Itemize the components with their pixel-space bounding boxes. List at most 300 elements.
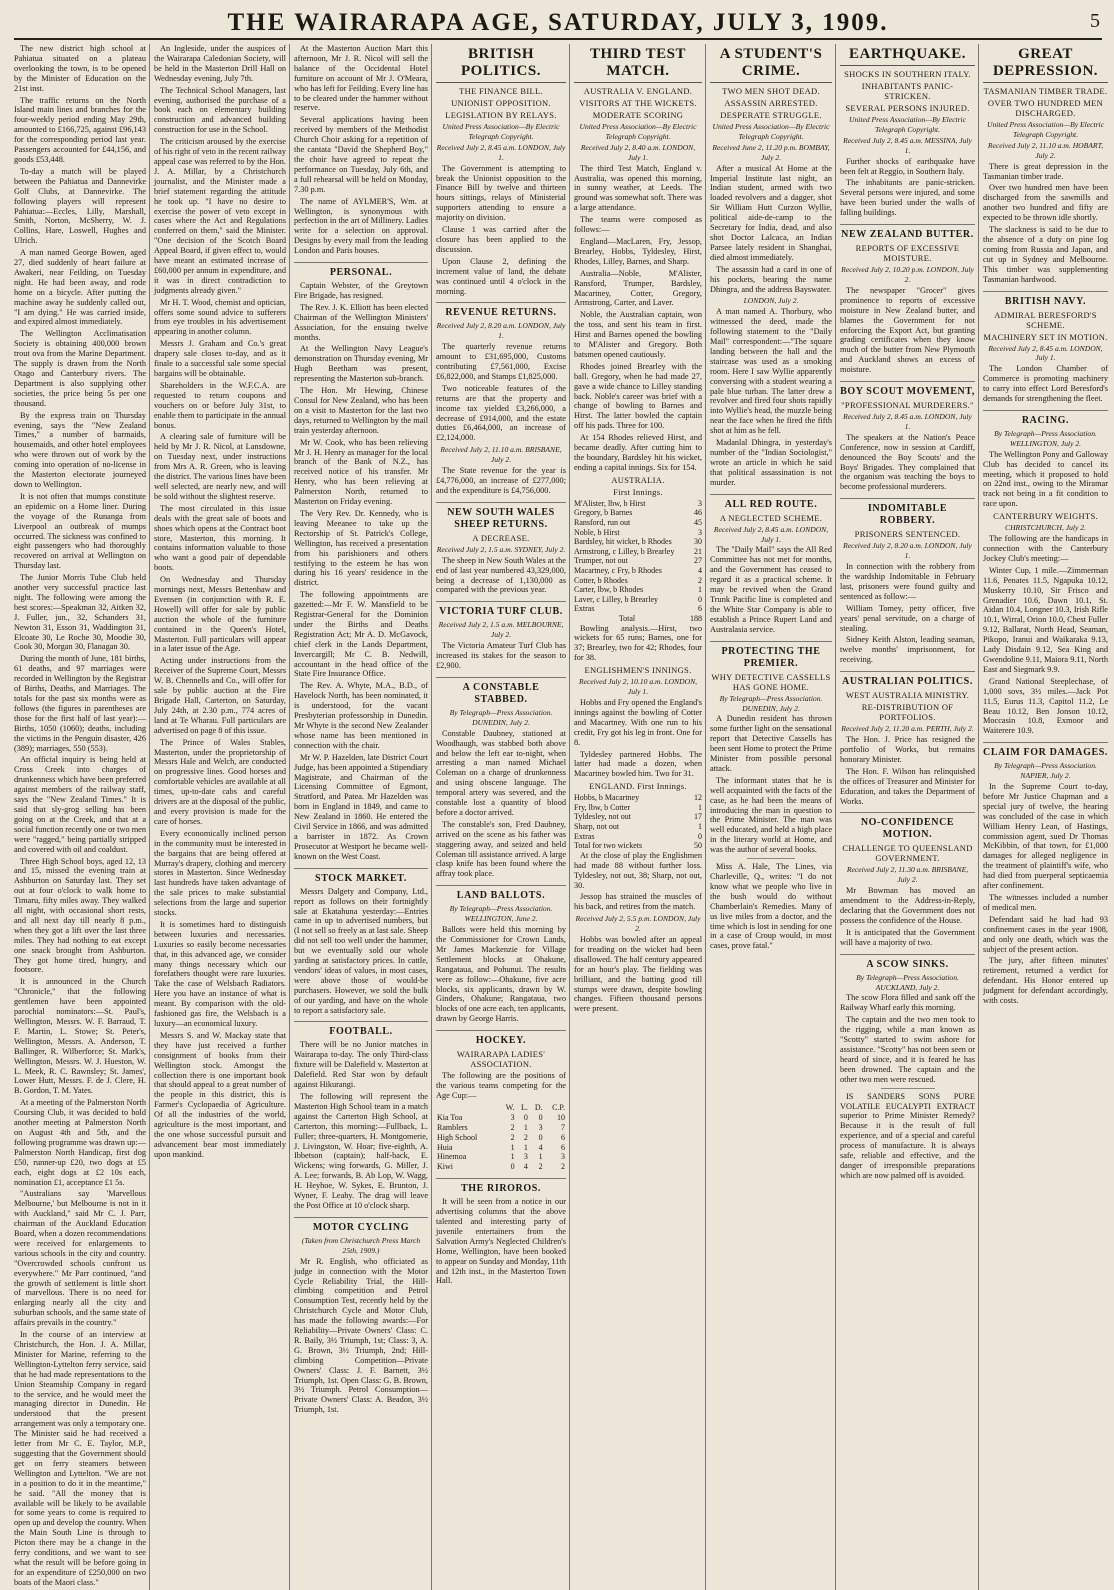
paragraph: The name of AYLMER'S, Wm. at Wellington, is synonymous with perfection in the art of Millinery. Ladies write for a selection on approval. Designs by every mail from the leading London and Paris houses. bbox=[294, 196, 428, 256]
runs: 3 bbox=[698, 527, 702, 537]
paragraph: Grand National Steeplechase, of 1,000 sovs, 3½ miles.—Jack Pot 11.5, Eurus 11.3, Capitol 11.2, Le Beau 10.12, Ben Jonson 10.12, Moccasin 10.8, Exmoor and Waiterere 10.9. bbox=[983, 676, 1108, 736]
batsman: Macartney, c Fry, b Rhodes bbox=[574, 565, 662, 575]
paragraph: Mr Bowman has moved an amendment to the Address-in-Reply, declaring that the Government does not possess the confidence of the House. bbox=[840, 886, 975, 925]
total-runs: 50 bbox=[694, 841, 702, 851]
paragraph: The scow Flora filled and sank off the Railway Wharf early this morning. bbox=[840, 993, 975, 1013]
paragraph: The constable's son, Fred Daubney, arrived on the scene as his father was staggering away, and seized and held Coleman till assistance arrived. A large clasp knife has been found where the affray took place. bbox=[436, 819, 566, 879]
paragraph: The Hon. Mr Hewing, Chinese Consul for New Zealand, who has been on a visit to Masterton for the last two days, returned to Wellington by the mail train yesterday afternoon. bbox=[294, 386, 428, 435]
table-cell: 4 bbox=[538, 1142, 543, 1152]
paragraph: Every economically inclined person in the community must be interested in the bargains that are being offered at Murray's drapery, clothing and mercery stores in Masterton. Since Wednesday last hundreds have taken advantage of the sale prices to make substantial selections from the large and superior stocks. bbox=[154, 828, 286, 918]
table-row bbox=[574, 803, 702, 813]
paragraph: By the express train on Thursday evening, says the "New Zealand Times," a number of barmaids, housemaids, and other hotel employees who were thrown out of work by the coming into operation of no-license in the Masterton electorate journeyed down to Wellington. bbox=[14, 410, 146, 489]
paragraph: The informant states that he is well acquainted with the facts of the case, as he had been the means of introducing the man in question to the Prime Minister. The man was well educated, and held a high place in the literary world at Home, and was the author of several books. bbox=[710, 775, 832, 855]
dateline: Received July 2, 11.20 a.m. PERTH, July 2. bbox=[841, 724, 974, 734]
paragraph: The slackness is said to be due to the absence of a duty on pine log coming from Russia and Japan, and cut up in Sydney and Melbourne. This timber was supplementing Tasmanian hardwood. bbox=[983, 225, 1108, 284]
paragraph: The newspaper "Grocer" gives prominence to reports of excessive moisture in New Zealand butter, and blames the Government for not enforcing the Export Act, but granting grading certificates when they know much of the butter from New Plymouth and Auckland shows an excess of moisture. bbox=[840, 285, 975, 375]
table-row bbox=[574, 576, 702, 586]
column-3 bbox=[294, 44, 432, 1590]
table-row bbox=[436, 1152, 566, 1162]
paragraph: The London Chamber of Commerce is promoting machinery to carry into effect Lord Beresford's demands for strengthening the fleet. bbox=[983, 364, 1108, 404]
divider bbox=[747, 858, 796, 859]
batsman: Gregory, b Barnes bbox=[574, 508, 633, 518]
paragraph: An Ingleside, under the auspices of the Wairarapa Caledonian Society, will be held in the Masterton Drill Hall on Wednesday evening, July 7th. bbox=[154, 44, 286, 83]
section-heading: FOOTBALL. bbox=[294, 1021, 428, 1038]
table-cell: 1 bbox=[523, 1142, 528, 1152]
table-row bbox=[574, 585, 702, 595]
dateline: Received July 2, 8.45 a.m. LONDON, July 1. bbox=[436, 142, 566, 162]
table-cell: 3 bbox=[561, 1152, 565, 1162]
runs: 21 bbox=[694, 546, 702, 556]
table-row bbox=[436, 1113, 566, 1123]
page-number: 5 bbox=[1090, 10, 1100, 32]
paragraph: A Dunedin resident has thrown some further light on the sensational report that Detective Cassells has been sent Home to protect the Prime Minister from possible personal attack. bbox=[710, 714, 832, 773]
paragraph: William Tomey, petty officer, five years' penal servitude, on a charge of stealing. bbox=[840, 603, 975, 633]
section-heading: BRITISH POLITICS. bbox=[436, 46, 566, 83]
section-heading: BOY SCOUT MOVEMENT, bbox=[840, 381, 975, 398]
paragraph: Several applications having been received by members of the Methodist Church Choir asking for a repetition of the cantata "David the Shepherd Boy," the choir have agreed to repeat the performance on Tuesday, July 6th, and a full rehearsal will be held on Monday, 7.30 p.m. bbox=[294, 115, 428, 194]
table-cell: 0 bbox=[538, 1112, 543, 1122]
paragraph: The teams were composed as follows:— bbox=[574, 215, 702, 235]
paragraph: Messrs S. and W. Mackay state that they have just received a further consignment of books from their Wellington stock. Amongst the collection there is one important book that should appeal to a great number of the people in this district, this is Farmer's Cyclopaedia of Agriculture. Of all the industries of the world, agriculture is the most important, and the one whose successful pursuit and advancement bear most immediately upon mankind. bbox=[154, 1030, 286, 1159]
paragraph: Upon Clause 2, defining the increment value of land, the debate was continued until 4 o'clock in the morning. bbox=[436, 256, 566, 296]
runs: 2 bbox=[698, 575, 702, 585]
subheading: TWO MEN SHOT DEAD. bbox=[722, 86, 820, 96]
subheading: TASMANIAN TIMBER TRADE. bbox=[983, 86, 1108, 96]
dateline: Received July 2, 8.45 a.m. LONDON, July 1. bbox=[843, 412, 972, 431]
runs: 12 bbox=[694, 793, 702, 803]
subheading: WHY DETECTIVE CASSELLS HAS GONE HOME. bbox=[711, 671, 831, 692]
section-heading: PERSONAL. bbox=[294, 262, 428, 279]
table-cell: 2 bbox=[538, 1162, 543, 1172]
table-row bbox=[574, 822, 702, 832]
subheading: INHABITANTS PANIC-STRICKEN. bbox=[861, 81, 954, 101]
section-heading: INDOMITABLE ROBBERY. bbox=[840, 498, 975, 527]
table-cell: Kia Toa bbox=[437, 1112, 463, 1122]
total-label: Total bbox=[618, 613, 636, 623]
batsman: Extras bbox=[574, 831, 595, 841]
paragraph: The inhabitants are panic-stricken. Several persons were injured, and some have been buried under the walls of falling buildings. bbox=[840, 178, 975, 218]
table-cell: Hinemoa bbox=[437, 1152, 467, 1162]
dateline: Received July 2, 11.10 a.m. BRISBANE, July 2. bbox=[440, 445, 562, 465]
subheading: MODERATE SCORING bbox=[592, 110, 684, 120]
subheading: PRISONERS SENTENCED. bbox=[854, 529, 961, 540]
runs: 17 bbox=[694, 812, 702, 822]
paragraph: At the Wellington Navy League's demonstration on Thursday evening, Mr Hugh Beetham was present, representing the Masterton sub-branch. bbox=[294, 344, 428, 384]
paragraph: The assassin had a card in one of his pockets, bearing the name Dhingra, and the address Bayswater. bbox=[710, 264, 832, 294]
batsman: Laver, c Lilley, b Brearley bbox=[574, 594, 659, 604]
section-heading: LAND BALLOTS. bbox=[436, 885, 566, 902]
table-header: W. bbox=[505, 1102, 515, 1112]
paragraph: Clause 1 was carried after the closure has been applied to the discussion. bbox=[436, 225, 566, 254]
paragraph: The captain and the two men took to the rigging, while a man known as "Scotty" started to swim ashore for assistance. "Scotty" has not been seen or heard of since, and it is feared he has been drowned. The captain and the other two men were rescued. bbox=[840, 1015, 975, 1084]
table-row bbox=[436, 1162, 566, 1172]
table-row bbox=[574, 499, 702, 509]
batsman: Noble, b Hirst bbox=[574, 527, 620, 537]
dateline: Received July 2, 5.5 p.m. LONDON, July 2. bbox=[575, 914, 701, 934]
paragraph: The most circulated in this issue deals with the great sale of boots and shoes which opens at the Contract boot store, Masterton, this morning. It contains information valuable to those who want a good pair of dependable boots. bbox=[154, 503, 286, 573]
subheading: ASSASSIN ARRESTED. bbox=[724, 98, 818, 108]
section-heading: ALL RED ROUTE. bbox=[710, 494, 832, 511]
column-2 bbox=[154, 44, 290, 1590]
section-heading: AUSTRALIAN POLITICS. bbox=[840, 671, 975, 688]
section-heading: A STUDENT'S CRIME. bbox=[710, 46, 832, 83]
section-heading: NEW SOUTH WALES SHEEP RETURNS. bbox=[436, 502, 566, 531]
dateline: By Telegraph—Press Association. WELLINGTON, July 2. bbox=[994, 428, 1097, 448]
table-header bbox=[436, 1103, 499, 1113]
batsman: Sharp, not out bbox=[574, 822, 620, 831]
paragraph: Acting under instructions from the Receiver of the Supreme Court, Messrs W. B. Chennells and Co., will offer for sale by public auction at the Fire Brigade Hall, Carterton, on Saturday, July 24th, at 2.30 p.m., 774 acres of land at Te Wharau. Full particulars are advertised on page 8 of this issue. bbox=[154, 656, 286, 735]
runs: 0 bbox=[698, 594, 702, 604]
table-header-row bbox=[436, 1103, 566, 1113]
batsman: Fry, lbw, b Cotter bbox=[574, 802, 631, 812]
paragraph: Messrs J. Graham and Co.'s great drapery sale closes to-day, and as it finale to a successful sale some special bargains will be obtainable. bbox=[154, 339, 286, 378]
paragraph: "Australians say 'Marvellous Melbourne,' but Melbourne is not in it with Auckland," said Mr C. J. Parr, chairman of the Auckland Education Board, when a dozen recommendations were received for enlargements to various schools in the city and country. "Overcrowded schools confront us everywhere." Mr Parr continued, "and the growth of settlement is little short of marvellous. There is no need for enlarging nearly all the city and suburban schools, and the same state of affairs prevails in the country." bbox=[14, 1189, 146, 1328]
section-heading: GREAT DEPRESSION. bbox=[983, 46, 1108, 83]
batsman: Extras bbox=[574, 604, 595, 614]
columns bbox=[14, 44, 1109, 1587]
table-cell: 3 bbox=[523, 1152, 528, 1162]
batsman: Hobbs, b Macartney bbox=[574, 793, 640, 803]
paragraph: It is not often that mumps constitute an epidemic on a Home liner. During the voyage of the Runanga from Liverpool an outbreak of mumps occurred. The sickness was confined to eight passengers who had thoroughly recovered on arrival at Wellington on Thursday last. bbox=[14, 491, 146, 571]
runs: 1 bbox=[698, 822, 702, 831]
table-header: C.P. bbox=[552, 1102, 565, 1112]
section-heading: VICTORIA TURF CLUB. bbox=[436, 601, 566, 618]
paragraph: The witnesses included a number of medical men. bbox=[983, 893, 1108, 912]
paragraph: The jury, after fifteen minutes' retirement, returned a verdict for defendant. His Honor entered up judgment for defendant accordingly, with costs. bbox=[983, 956, 1108, 1006]
section-heading: STOCK MARKET. bbox=[294, 868, 428, 885]
table-cell: 3 bbox=[538, 1122, 543, 1132]
paragraph: The following are the handicaps in connection with the Canterbury Jockey Club's meeting:— bbox=[983, 534, 1108, 563]
subheading: RE-DISTRIBUTION OF PORTFOLIOS. bbox=[861, 702, 954, 723]
dateline: Received July 2, 1.5 a.m. MELBOURNE, July 2. bbox=[438, 620, 564, 640]
batsman: Cotter, b Rhodes bbox=[574, 575, 628, 585]
paragraph: The following will represent the Masterton High School team in a match against the Carterton High School, at Carterton, this morning:—Fullback, L. Fuller; three-quarters, H. Montgomerie, J. Livingston, W. Hoar; five-eighth, A. Ibbetson (captain); half-back, E. Wickens; wing forwards, G. Miller, J. A. Lee; forwards, B. Ab Lop, W. Wagg, H. Heyhoe, W. Sykes, E. Brunton, J. Wyner, F. Leahy. The drag will leave the Post Office at 10 o'clock sharp. bbox=[294, 1092, 428, 1210]
dateline: By Telegraph—Press Association. WELLINGTON, June 2. bbox=[449, 904, 553, 924]
paragraph: The "Daily Mail" says the All Red Committee has not met for months, and the Government has ceased to regard it as a practical scheme. It may be revived when the Grand Trunk Pacific line is completed and the White Star Company is able to establish a Prince Rupert Land and Australasia service. bbox=[710, 545, 832, 634]
paragraph: The Prince of Wales Stables, Masterton, under the proprietorship of Messrs Hale and Welch, are conducted on progressive lines. Good horses and comfortable vehicles are available at all times, up-to-date cabs and careful drivers are at the disposal of the public, and every provision is made for the care of horses. bbox=[154, 737, 286, 826]
batsman: Bardsley, hit wicket, b Rhodes bbox=[574, 537, 672, 547]
table-cell: 6 bbox=[561, 1132, 565, 1142]
dateline: Received July 2, 1.5 a.m. SYDNEY, July 2. bbox=[436, 544, 566, 554]
subheading: MACHINERY SET IN MOTION. bbox=[983, 331, 1108, 342]
table-cell: 7 bbox=[561, 1122, 565, 1132]
section-heading: THE RIROROS. bbox=[436, 1178, 566, 1195]
paragraph: The new district high school at Pahiatua situated on a plateau overlooking the town, is to be opened by the Minister of Education on the 21st inst. bbox=[14, 44, 146, 93]
section-heading: A SCOW SINKS. bbox=[840, 954, 975, 971]
dateline: Received July 2, 8.20 a.m. LONDON, July 1. bbox=[436, 321, 566, 341]
paragraph: It is anticipated that the Government will have a majority of two. bbox=[840, 927, 975, 947]
newspaper-title: THE WAIRARAPA AGE, SATURDAY, JULY 3, 1909. bbox=[227, 9, 889, 36]
table-row bbox=[436, 1123, 566, 1133]
table-cell: High School bbox=[437, 1132, 478, 1142]
table-row bbox=[574, 595, 702, 605]
subheading: ADMIRAL BERESFORD'S SCHEME. bbox=[994, 309, 1097, 330]
dateline: Received July 2, 8.20 a.m. LONDON, July 1. bbox=[843, 541, 972, 561]
table-row bbox=[436, 1133, 566, 1143]
section-heading: A CONSTABLE STABBED. bbox=[436, 677, 566, 706]
advertisement: IS SANDERS SONS PURE VOLATILE EUCALYPTI EXTRACT superior to Prime Minister Remedy? Because it is the result of full experience, and of a special and careful process of manufacture. It is always safe, reliable and effective, and the danger of irresponsible preparations which are now palmed off is avoided. bbox=[840, 1091, 975, 1180]
paragraph: Mr R. English, who officiated as judge in connection with the Motor Cycle Reliability Trial, the Hill-climbing competition and Petrol Consumption Test, recently held by the Christchurch Cycle and Motor Club, has made the following awards:—For Reliability—Private Owners' Class: C. R. Baily, 3½ Triumph, 1st; Class: 3, A. G. Brown, 3½ Triumph, 2nd; Hill-climbing Competition—Private Owners' Class: J. F. Barnett, 3½ Triumph, 1st. Open Class: G. B. Brown, 3½ Triumph. Petrol Consumption—Private Owners' Class: A. Beadon, 3½ Triumph, 1st. bbox=[294, 1256, 428, 1415]
paragraph: At a meeting of the Palmerston North Coursing Club, it was decided to hold another meeting at Palmerston North on August 4th and 5th, and the following programme was drawn up:—Palmerston North Handicap, first dog £50, runner-up £20, two dogs at £5 each, eight dogs at £2 10s each, nomination £1, acceptance £1 5s. bbox=[14, 1098, 146, 1187]
subheading: SHOCKS IN SOUTHERN ITALY. bbox=[844, 69, 971, 79]
paragraph: The third Test Match, England v. Australia, was opened this morning, in sunny weather, at Leeds. The ground was somewhat soft. There was a large attendance. bbox=[574, 163, 702, 213]
section-heading: HOCKEY. bbox=[436, 1030, 566, 1047]
paragraph: The Victoria Amateur Turf Club has increased its stakes for the season to £2,900. bbox=[436, 641, 566, 670]
table-cell: 3 bbox=[510, 1112, 515, 1122]
table-row bbox=[574, 604, 702, 614]
press-credit: United Press Association—By Electric Telegraph Copyright. bbox=[712, 122, 830, 141]
subheading: First Innings. bbox=[613, 486, 663, 497]
dateline: CHRISTCHURCH, July 2. bbox=[1005, 523, 1086, 533]
total-row bbox=[574, 614, 702, 624]
paragraph: Defendant said he had had 93 confinement cases in the year 1908, and only one death, which was the subject of the present action. bbox=[983, 914, 1108, 954]
section-heading: EARTHQUAKE. bbox=[840, 46, 975, 66]
runs: 46 bbox=[694, 508, 702, 518]
paragraph: After a musical At Home at the Imperial Institute last night, an Indian student, armed with two loaded revolvers and a dagger, shot Sir William Hutt Curzon Wyllie, political aide-de-camp to the Secretary for India, dead, and also shot Doctor Lalcaca, an Indian Parsee lately resident in Shanghai, died almost immediately. bbox=[710, 163, 832, 262]
paragraph: Shareholders in the W.F.C.A. are requested to return coupons and vouchers on or before July 31st, to enable them to participate in the annual bonus. bbox=[154, 380, 286, 430]
paragraph: The Technical School Managers, last evening, authorised the purchase of a book each on elementary building construction and advanced building construction for use in the School. bbox=[154, 85, 286, 135]
paragraph: Constable Daubney, stationed at Woodhaugh, was stabbed both above and below the left ear to-night, when arresting a man named Michael Coleman on a charge of drunkenness and using obscene language. The temporal artery was severed, and the constable lost a quantity of blood before a doctor arrived. bbox=[436, 728, 566, 817]
paragraph: On Wednesday and Thursday mornings next, Messrs Bettenhaw and Evensen (in conjunction with R. E. Howell) will offer for sale by public auction the whole of the furniture contained in the Queen's Hotel, Masterton. Full particulars will appear in a later issue of the Age. bbox=[154, 575, 286, 654]
paragraph: An official inquiry is being held at Cross Creek into charges of drunkenness which have been preferred against members of the railway staff, says the "New Zealand Times." It is said that sly-grog selling has been going on at the Creek, and that at a social function recently one or two men were "ragged," being partially stripped and covered with oil and coaldust. bbox=[14, 755, 146, 854]
paragraph: Bowling analysis.—Hirst, two wickets for 65 runs; Barnes, one for 37; Brearley, two for 42; Rhodes, four for 38. bbox=[574, 623, 702, 663]
dateline: By Telegraph—Press Association. NAPIER, July 2. bbox=[994, 761, 1097, 781]
column-5 bbox=[574, 44, 706, 1590]
paragraph: Over two hundred men have been discharged from the sawmills and another two hundred and fifty are expected to be thrown idle shortly. bbox=[983, 183, 1108, 223]
subheading: AUSTRALIA V. ENGLAND. bbox=[583, 86, 693, 96]
paragraph: England—MacLaren, Fry, Jessop, Brearley, Hobbs, Tyldesley, Hirst, Rhodes, Lilley, Barnes, and Sharp. bbox=[574, 236, 702, 266]
runs: 1 bbox=[698, 585, 702, 595]
table-row bbox=[574, 537, 702, 547]
paragraph: A man named A. Thorbury, who witnessed the deed, made the following statement to the "Daily Mail" correspondent:—"The square landing between the hall and the staircase was used as a smoking room. Here I saw Wyllie apparently conversing with a student wearing a pale blue turban. The latter drew a revolver and fired four shots rapidly into Wyllie's head, the muzzle being near the face when he fired the fifth shot at him as he fell. bbox=[710, 307, 832, 436]
dateline: Received July 2, 10.10 a.m. LONDON, July 1. bbox=[578, 677, 698, 697]
paragraph: The traffic returns on the North Island main lines and branches for the four-weekly period ending May 29th, amounted to £166,725, against £96,143 for the corresponding period last year. Passengers accounted for £44,156, and goods £53,448. bbox=[14, 95, 146, 164]
table-row bbox=[574, 547, 702, 557]
table-cell: 1 bbox=[510, 1142, 515, 1152]
dateline: Received June 2, 11.20 p.m. BOMBAY, July 2. bbox=[712, 142, 830, 162]
press-credit: United Press Association—By Electric Telegraph Copyright. bbox=[442, 122, 560, 141]
hockey-table bbox=[436, 1103, 566, 1172]
table-row bbox=[574, 566, 702, 576]
press-credit: United Press Association—By Electric Telegraph Copyright. bbox=[579, 122, 697, 141]
column-7 bbox=[840, 44, 979, 1590]
batsman: Tyldesley, not out bbox=[574, 812, 631, 822]
table-cell: 1 bbox=[523, 1122, 528, 1132]
paragraph: The criticism aroused by the exercise of his right of veto in the recent railway appeal case was referred to by the Hon. J. A. Millar, by a Christchurch journalist, and the Minister made a brief statement regarding the attitude he took up. "I have no desire to exercise the power of veto except in cases where the Act and Regulations conferred on them," said the Minister. "One decision of the Scotch Board Appeal Board, if given effect to, would have meant an estimated increase of £60,000 per annum in expenditure, and it was in direct contradiction to judgments already given." bbox=[154, 137, 286, 295]
paragraph: The Wellington Acclimatisation Society is obtaining 400,000 brown trout ova from the Marine Department. The supply is drawn from the North Otago and Canterbury rivers. The Department is also supplying other societies, the price being 5s per one thousand. bbox=[14, 329, 146, 408]
paragraph: Two noticeable features of the returns are that the property and income tax yielded £3,266,000, a decrease of £914,000, and the estate duties £6,464,000, an increase of £2,124,000. bbox=[436, 383, 566, 443]
paragraph: Mr W. Cook, who has been relieving Mr J. H. Henry as manager for the local branch of the Bank of N.Z., has received notice of his transfer. Mr Henry, who has been relieving at Palmerston North, returned to Masterton on Friday evening. bbox=[294, 437, 428, 507]
paragraph: The Rev. J. K. Elliott has been elected Chairman of the Wellington Ministers' Association, for the ensuing twelve months. bbox=[294, 302, 428, 342]
paragraph: Noble, the Australian captain, won the toss, and sent his team in first. Hirst and Barnes opened the bowling to M'Alister and Gregory. Both batsmen opened cautiously. bbox=[574, 310, 702, 359]
paragraph: Winter Cup, 1 mile.—Zimmerman 11.6, Penates 11.5, Ngapuka 10.12, Muskerry 10.10, Sir Frisco and Grenadier 10.6, Dawn 10.1, St. Aidan 10.4, Longner 10.3, Irish Rifle 10.1, Wirral, Orion 10.0, Chest Fuller 9.12, Ballarat, North Head, Seaman, Pikopo, Iranui and Waikaraka 9.13, Lady Disdain 9.12, Sea King and Gwendoline 9.11, Maiora 9.11, North East and Siegmark 9.9. bbox=[983, 565, 1108, 674]
table-cell: 2 bbox=[523, 1132, 528, 1142]
table-row bbox=[574, 556, 702, 566]
paragraph: The Wellington Pony and Galloway Club has decided to cancel its meeting, which it proposed to hold on 22nd inst., owing to the Miramar track not being in a fit condition to race upon. bbox=[983, 449, 1109, 509]
section-heading: PROTECTING THE PREMIER. bbox=[710, 641, 832, 670]
table-cell: 0 bbox=[510, 1162, 515, 1172]
runs: 45 bbox=[694, 518, 702, 527]
paragraph: Hobbs was bowled after an appeal for treading on the wicket had been disallowed. The half century appeared for an hour's play. The fielding was brilliant, and the batting good till stumps were drawn, despite bowling changes. Fifteen thousand persons were present. bbox=[574, 935, 702, 1014]
table-header: D. bbox=[534, 1102, 543, 1112]
australia-scorecard bbox=[574, 499, 702, 624]
subheading: LEGISLATION BY RELAYS. bbox=[445, 110, 557, 120]
source-note: (Taken from Christchurch Press March 25th, 1909.) bbox=[301, 1235, 421, 1255]
subheading: WEST AUSTRALIA MINISTRY. bbox=[845, 690, 970, 701]
paragraph: It is sometimes hard to distinguish between luxuries and necessaries. Luxuries so easily become necessaries that, in this advanced age, we consider many things necessary which our forefathers thought were rare luxuries. Take the case of Welsbach Radiators. Here you have an instance of what is meant. By comparison with the old-fashioned gas fire, the Welsbach is a luxury—an economical luxury. bbox=[154, 919, 286, 1028]
paragraph: A clearing sale of furniture will be held by Mr J. R. Nicol, at Lansdowne, on Tuesday next, under instructions from Mrs A. R. Green, who is leaving the district. The various lines have been well selected, are nearly new, and will be sold without the slightest reserve. bbox=[154, 432, 286, 501]
subheading: ENGLISHMEN'S INNINGS. bbox=[584, 665, 692, 676]
paragraph: Jessop has strained the muscles of his back, and retires from the match. bbox=[574, 892, 702, 912]
subheading: DESPERATE STRUGGLE. bbox=[720, 110, 822, 120]
paragraph: Australia—Noble, M'Alister, Ransford, Trumper, Bardsley, Macartney, Cotter, Gregory, Armstrong, Carter, and Laver. bbox=[574, 268, 702, 308]
paragraph: A man named George Bowen, aged 27, died suddenly of heart failure at Awakeri, near Feilding, on Tuesday night. He had been away, and rode home on a bicycle. After putting the machine away he suddenly called out, "I am dying." He was carried inside, and expired almost immediately. bbox=[14, 248, 146, 327]
column-1 bbox=[14, 44, 150, 1590]
subheading: CHALLENGE TO QUEENSLAND GOVERNMENT. bbox=[842, 843, 973, 864]
subheading: A DECREASE. bbox=[472, 532, 530, 543]
section-heading: REVENUE RETURNS. bbox=[436, 302, 566, 319]
dateline: Received July 2, 11.10 a.m. HOBART, July 2. bbox=[987, 140, 1104, 160]
paragraph: The State revenue for the year is £4,776,000, an increase of £277,000; and the expenditure is £4,756,000. bbox=[436, 466, 566, 495]
section-heading: THIRD TEST MATCH. bbox=[574, 46, 702, 83]
subheading: VISITORS AT THE WICKETS. bbox=[579, 98, 697, 108]
paragraph: The Hon. F. Wilson has relinquished the offices of Treasurer and Minister for Education, and takes the Department of Works. bbox=[840, 766, 975, 806]
table-cell: 0 bbox=[538, 1132, 543, 1142]
table-row bbox=[436, 1143, 566, 1153]
paragraph: There is great depression in the Tasmanian timber trade. bbox=[983, 161, 1108, 181]
batsman: Trumper, not out bbox=[574, 556, 628, 566]
paragraph: At the Masterton Auction Mart this afternoon, Mr J. R. Nicol will sell the balance of the Occidental Hotel furniture on account of Mr J. O'Meara, who has left for Feilding. Every line has to be cleared under the hammer without reserve. bbox=[294, 44, 428, 113]
table-cell: 0 bbox=[523, 1112, 528, 1122]
dateline: Received July 2, 8.45 a.m. MESSINA, July 1. bbox=[843, 135, 972, 155]
total-label: Total for two wickets bbox=[574, 841, 643, 851]
subheading: WAIRARAPA LADIES' ASSOCIATION. bbox=[456, 1049, 546, 1070]
table-cell: 10 bbox=[557, 1112, 565, 1122]
table-cell: Ramblers bbox=[437, 1122, 468, 1132]
table-cell: Huia bbox=[437, 1142, 453, 1152]
subheading: ENGLAND. First Innings. bbox=[589, 781, 687, 792]
paragraph: In the Supreme Court to-day, before Mr Justice Chapman and a special jury of twelve, the hearing was concluded of the case in which William Henry Lean, of Hastings, commission agent, sued Dr Thomas McKibbin, of that town, for £1,000 damages for alleged negligence in the treatment of plaintiff's wife, who had died from puerperal septicaemia after confinement. bbox=[983, 782, 1108, 891]
england-scorecard bbox=[574, 793, 702, 851]
divider bbox=[881, 1088, 935, 1089]
runs: 6 bbox=[698, 604, 702, 614]
subheading: OVER TWO HUNDRED MEN DISCHARGED. bbox=[987, 98, 1104, 118]
table-row bbox=[574, 528, 702, 538]
dateline: By Telegraph—Press Association. DUNEDIN, July 2. bbox=[719, 693, 823, 713]
table-cell: 6 bbox=[561, 1142, 565, 1152]
table-row bbox=[574, 508, 702, 518]
paragraph: Mr H. T. Wood, chemist and optician, offers some sound advice to sufferers from eye troubles in his advertisement appearing in another column. bbox=[154, 297, 286, 337]
table-cell: 4 bbox=[523, 1162, 528, 1172]
paragraph: The Hon. J. Price has resigned the portfolio of Works, but remains honorary Minister. bbox=[840, 735, 975, 764]
paragraph: The Very Rev. Dr. Kennedy, who is leaving Meeanee to take up the Rectorship of St. Patrick's College, Wellington, has received a presentation from his parishioners and others testifying to the esteem he has won during his 16 years' residence in the district. bbox=[294, 508, 428, 588]
paragraph: There will be no Junior matches in Wairarapa to-day. The only Third-class fixture will be Dalefield v. Masterton at Dalefield. Red Star won by default against Hikurangi. bbox=[294, 1040, 428, 1090]
paragraph: Madanlal Dhingra, in yesterday's number of the "Indian Sociologist," wrote an article in which he said that political assassination is not murder. bbox=[710, 438, 832, 487]
runs: 0 bbox=[698, 831, 702, 841]
paragraph: The following appointments are gazetted:—Mr F. W. Mansfield to be Registrar-General for the Dominion under the Births and Deaths Registration Act; Mr A. D. McGavock, chief clerk in the Lands Department, Invercargill; Mr C. B. Nedwill, accountant in the head office of the State Fire Insurance Office. bbox=[294, 590, 428, 679]
batsman: M'Alister, lbw, b Hirst bbox=[574, 498, 646, 508]
paragraph: The speakers at the Nation's Peace Conference, now in session at Cardiff, denounced the Boy Scouts' and the Boys' Brigades. They complained that the organism was teaching the boys to become professional murderers. bbox=[840, 432, 975, 492]
table-row bbox=[574, 793, 702, 803]
runs: 30 bbox=[694, 537, 702, 547]
total-row bbox=[574, 841, 702, 851]
paragraph: Captain Webster, of the Greytown Fire Brigade, has resigned. bbox=[294, 281, 428, 300]
paragraph: The following are the positions of the various teams competing for the Age Cup:— bbox=[436, 1071, 566, 1100]
section-heading: RACING. bbox=[983, 410, 1108, 427]
dateline: Received July 2, 8.45 a.m. LONDON, July 1. bbox=[713, 524, 829, 544]
paragraph: Rhodes joined Brearley with the ball. Gregory, when he had made 27, gave a wide chance to Lilley standing back. Noble's career was brief with a change of bowling to Barnes and Hirst. The latter bowled the captain off his pads. Three for 100. bbox=[574, 361, 702, 431]
paragraph: It will be seen from a notice in our advertising columns that the above talented and interesting party of juvenile entertainers from the Salvation Army's Neglected Children's Home, Wellington, have been booked to appear on Sunday and Monday, 11th and 12th inst., in the Masterton Town Hall. bbox=[436, 1197, 566, 1286]
table-row bbox=[574, 518, 702, 528]
advertisement: Miss A. Hale, The Lines, via Charleville, Q., writes: "I do not know what we people who live in the bush would do without Chamberlain's Remedies. Many of us live miles from a doctor, and the time which is lost in sending for one in a case of Croup would, in most cases, prove fatal." bbox=[710, 862, 832, 951]
runs: 4 bbox=[698, 565, 702, 575]
column-8 bbox=[983, 44, 1111, 1590]
dateline: LONDON, July 2. bbox=[743, 296, 799, 306]
paragraph: Hobbs and Fry opened the England's innings against the bowling of Cotter and Macartney. With one run to his credit, Fry got his leg in front. One for 8. bbox=[574, 697, 703, 747]
paragraph: Tyldesley partnered Hobbs. The latter had made a dozen, when Macartney bowled him. Two for 31. bbox=[574, 749, 702, 779]
paragraph: The sheep in New South Wales at the end of last year numbered 43,329,000, being a decrease of 1,130,000 as compared with the previous year. bbox=[436, 555, 566, 595]
table-cell: 2 bbox=[510, 1132, 515, 1142]
total-runs: 188 bbox=[690, 613, 702, 623]
subheading: AUSTRALIA. bbox=[611, 474, 665, 485]
paragraph: In the course of an interview at Christchurch, the Hon. J. A. Millar, Minister for Marine, referring to the Wellington-Lyttelton ferry service, said that he had made representations to the Union Steamship Company in regard to the service, and he would meet the managing director in Dunedin. He understood that the present arrangement was only a temporary one. The Minister said he had received a letter from Mr C. E. Taylor, M.P., suggesting that the Government should get on ferry steamers between Wellington and Lyttelton. "We are not in a position to do it in the meantime," he said. "All the money that is available will be likely to be available for some years to come is required to open up and develop the country. When the Main South Line is through to Picton there may be a change in the ferry conditions, and we want to see what the result will be before going in for an expenditure of £250,000 on two boats of the Maori class." bbox=[14, 1330, 146, 1587]
table-cell: 1 bbox=[510, 1152, 515, 1162]
table-row bbox=[574, 812, 702, 822]
subheading: REPORTS OF EXCESSIVE MOISTURE. bbox=[855, 243, 960, 264]
paragraph: At 154 Rhodes relieved Hirst, and became deadly. After cutting him to the boundary, Bardsley hit his wicket, ending a capital innings. Six for 154. bbox=[574, 433, 702, 472]
table-row bbox=[574, 832, 702, 842]
dateline: By Telegraph—Press Association. DUNEDIN, July 2. bbox=[449, 707, 553, 727]
paragraph: It is announced in the Church "Chronicle," that the following gentlemen have been appointed parochial nominators:—St. Paul's, Wellington, Messrs. W. F. Barraud, T. F. Martin, L. Stowe; St. Peter's, Wellington, Messrs. A. Anderson, T. Ballinger, R. Wilberforce; St. Mark's, Wellington, Messrs. W. J. Hueston, W. L. Meek, R. C. Rawnsley; St. James', Lower Hutt, Messrs. F. de J. Clere, H. B. Gordon, T. M. Yates. bbox=[14, 977, 146, 1096]
paragraph: Mr W. P. Hazelden, late District Court Judge, has been appointed a Stipendiary Magistrate, and Chairman of the Licensing Committee of Egmont, Stratford, and Patea. Mr Hazelden was born in England in 1849, and came to New Zealand in 1860. He entered the Civil Service in 1866, and was admitted a barrister in 1872. As Crown Prosecutor at Westport he became well-known on the West Coast. bbox=[294, 752, 428, 861]
subheading: CANTERBURY WEIGHTS. bbox=[993, 511, 1098, 522]
dateline: By Telegraph—Press Association. AUCKLAND, July 2. bbox=[856, 972, 959, 992]
paragraph: To-day a match will be played between the Pahiatua and Dannevirke Golf Clubs, at Dannevirke. The following players will represent Pahiatua:—Eccles, Lilly, Marshall, Smith, Norton, McSherry, W. J. Collins, Hare, Loswell, Hughes and Ulrich. bbox=[14, 166, 146, 246]
paragraph: Three High School boys, aged 12, 13 and 15, missed the evening train at Ashburton on Saturday last. They set out at four o'clock to walk home to Timaru, fifty miles away. They walked all night, with occasional short rests, and all next day till nearly 8 p.m., when they got a lift over the last three miles. They had nothing to eat except one snack brought from Ashburton. They got home tired, hungry, and footsore. bbox=[14, 856, 146, 975]
section-heading: BRITISH NAVY. bbox=[983, 291, 1108, 308]
paragraph: The Rev. A. Whyte, M.A., B.D., of Havelock North, has been nominated, it is understood, for the vacant Presbyterian professorship in Dunedin. Mr Whyte is the second New Zealander whose name has been mentioned in connection with the chair. bbox=[294, 681, 428, 750]
paragraph: Messrs Dalgety and Company, Ltd., report as follows on their fortnightly sale at Ekatahuna yesterday:—Entries came in up to advertised numbers, but (I not sell so freely as at last sale. Sheep did not sell too well under the hammer, but we eventually sold our whole yarding at satisfactory prices. In cattle, vendors' ideas of values, in most cases, were above those of would-be purchasers. However, we sold the bulk of our yarding, and have on the whole to report a satisfactory sale. bbox=[294, 886, 428, 1015]
section-heading: MOTOR CYCLING bbox=[294, 1217, 428, 1234]
table-header: L. bbox=[521, 1102, 528, 1112]
table-cell: 2 bbox=[561, 1162, 565, 1172]
subheading: "PROFESSIONAL MURDERERS." bbox=[841, 400, 974, 411]
masthead bbox=[14, 8, 1102, 40]
section-heading: NEW ZEALAND BUTTER. bbox=[840, 224, 975, 241]
paragraph: During the month of June, 181 births, 61 deaths, and 97 marriages were recorded in Wellington by the Registrar of Births, Deaths, and Marriages. The totals for the past six months were as follows (the figures in parentheses are those for the first half of last year):—Births, 1050 (1060); deaths, including the victims in the Penguin disaster, 426 (389); marriages, 550 (553). bbox=[14, 654, 146, 753]
subheading: A NEGLECTED SCHEME. bbox=[719, 512, 823, 523]
batsman: Ransford, run out bbox=[574, 518, 631, 527]
paragraph: At the close of play the Englishmen had made 88 without further loss. Tyldesley, not out, 38; Sharp, not out, 30. bbox=[574, 850, 702, 890]
runs: 3 bbox=[698, 498, 702, 508]
column-6 bbox=[710, 44, 836, 1590]
runs: 27 bbox=[694, 556, 702, 566]
table-cell: 2 bbox=[510, 1122, 515, 1132]
paragraph: Further shocks of earthquake have been felt at Reggio, in Southern Italy. bbox=[840, 156, 975, 176]
dateline: Received July 2, 11.30 a.m. BRISBANE, July 2. bbox=[846, 865, 969, 885]
batsman: Armstrong, c Lilley, b Brearley bbox=[574, 546, 675, 556]
dateline: Received July 2, 8.40 a.m. LONDON, July 1. bbox=[580, 142, 696, 162]
subheading: SEVERAL PERSONS INJURED. bbox=[845, 103, 970, 113]
paragraph: Sidney Keith Alston, leading seaman, twelve months' imprisonment, for receiving. bbox=[840, 635, 975, 665]
paragraph: In connection with the robbery from the wardship Indomitable in February last, prisoners were found guilty and sentenced as follow:— bbox=[840, 562, 975, 601]
batsman: Carter, lbw, b Rhodes bbox=[574, 585, 644, 595]
press-credit: United Press Association—By Electric Telegraph Copyright. bbox=[848, 115, 967, 134]
column-4 bbox=[436, 44, 570, 1590]
paragraph: Ballots were held this morning by the Commissioner for Crown Lands, Mr James Mackenzie for Village Settlement blocks at Ohakune, Rangataua, and Pohunui. The results were as follow:—Ohakune, five acre blocks, six applicants, drawn by W. Ginders, Ohakune; Rangataua, two blocks of one acre each, ten applicants, drawn by George Harris. bbox=[436, 925, 566, 1024]
table-cell: 1 bbox=[538, 1152, 543, 1162]
section-heading: CLAIM FOR DAMAGES. bbox=[983, 742, 1108, 759]
